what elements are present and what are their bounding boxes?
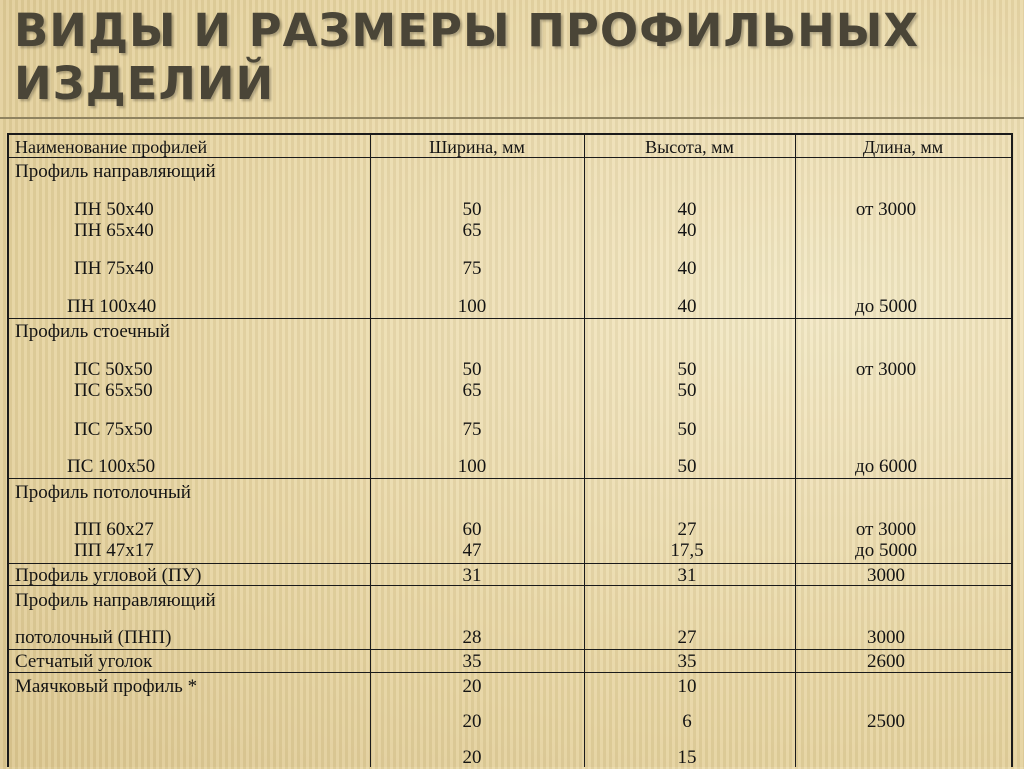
- row-name: ПН 50х40: [74, 199, 154, 220]
- slide-title-line-2: ИЗДЕЛИЙ: [14, 57, 275, 110]
- row-width: 100: [457, 296, 487, 317]
- group-title: Профиль стоечный: [15, 321, 170, 342]
- profiles-table: [7, 133, 1013, 767]
- row-length: до 6000: [855, 456, 917, 477]
- row-width: 65: [462, 380, 482, 401]
- row-name: ПП 47х17: [74, 540, 154, 561]
- row-width: 31: [462, 565, 482, 586]
- row-height: 10: [677, 676, 697, 697]
- row-separator: [9, 563, 1011, 564]
- row-length: 3000: [867, 565, 905, 586]
- header-width: Ширина, мм: [429, 137, 525, 157]
- row-width: 28: [462, 627, 482, 648]
- row-name: ПС 100х50: [67, 456, 156, 477]
- row-width: 60: [462, 519, 482, 540]
- row-height: 35: [677, 651, 697, 672]
- row-length: от 3000: [855, 199, 917, 220]
- row-height: 50: [677, 456, 697, 477]
- row-name: потолочный (ПНП): [15, 627, 172, 648]
- header-name: Наименование профилей: [15, 137, 208, 157]
- row-height: 27: [677, 627, 697, 648]
- row-name: ПС 65х50: [74, 380, 153, 401]
- row-separator: [9, 318, 1011, 319]
- row-height: 40: [677, 258, 697, 279]
- row-length: 2600: [867, 651, 905, 672]
- row-height: 50: [677, 380, 697, 401]
- row-width: 75: [462, 258, 482, 279]
- row-length: от 3000: [855, 359, 917, 380]
- row-width: 47: [462, 540, 482, 561]
- row-width: 75: [462, 419, 482, 440]
- row-name: ПС 50х50: [74, 359, 153, 380]
- group-title: Сетчатый уголок: [15, 651, 153, 672]
- row-height: 27: [677, 519, 697, 540]
- row-width: 35: [462, 651, 482, 672]
- title-divider: [0, 117, 1024, 119]
- row-name: ПС 75х50: [74, 419, 153, 440]
- row-height: 17,5: [670, 540, 704, 561]
- slide-title: [14, 4, 1014, 110]
- row-height: 50: [677, 419, 697, 440]
- group-title: Профиль потолочный: [15, 482, 191, 503]
- header-height: Высота, мм: [645, 137, 734, 157]
- row-width: 50: [462, 359, 482, 380]
- group-title: Профиль направляющий: [15, 161, 216, 182]
- row-length: до 5000: [855, 296, 917, 317]
- row-length: до 5000: [855, 540, 917, 561]
- row-width: 65: [462, 220, 482, 241]
- row-width: 50: [462, 199, 482, 220]
- header-length: Длина, мм: [862, 137, 944, 157]
- group-title: Профиль угловой (ПУ): [15, 565, 202, 586]
- row-width: 100: [457, 456, 487, 477]
- row-height: 40: [677, 296, 697, 317]
- row-height: 6: [682, 711, 692, 732]
- row-separator: [9, 649, 1011, 650]
- row-separator: [9, 478, 1011, 479]
- row-length: 2500: [867, 711, 905, 732]
- row-height: 15: [677, 747, 697, 768]
- group-title: Маячковый профиль *: [15, 676, 198, 697]
- row-width: 20: [462, 711, 482, 732]
- row-height: 40: [677, 199, 697, 220]
- row-length: 3000: [867, 627, 905, 648]
- row-name: ПН 65х40: [74, 220, 154, 241]
- row-height: 50: [677, 359, 697, 380]
- row-length: от 3000: [855, 519, 917, 540]
- row-width: 20: [462, 676, 482, 697]
- row-name: ПП 60х27: [74, 519, 154, 540]
- row-name: ПН 75х40: [74, 258, 154, 279]
- row-height: 31: [677, 565, 697, 586]
- row-width: 20: [462, 747, 482, 768]
- row-name: ПН 100х40: [67, 296, 157, 317]
- row-height: 40: [677, 220, 697, 241]
- group-title: Профиль направляющий: [15, 590, 216, 611]
- slide-title-line-1: ВИДЫ И РАЗМЕРЫ ПРОФИЛЬНЫХ: [14, 4, 920, 57]
